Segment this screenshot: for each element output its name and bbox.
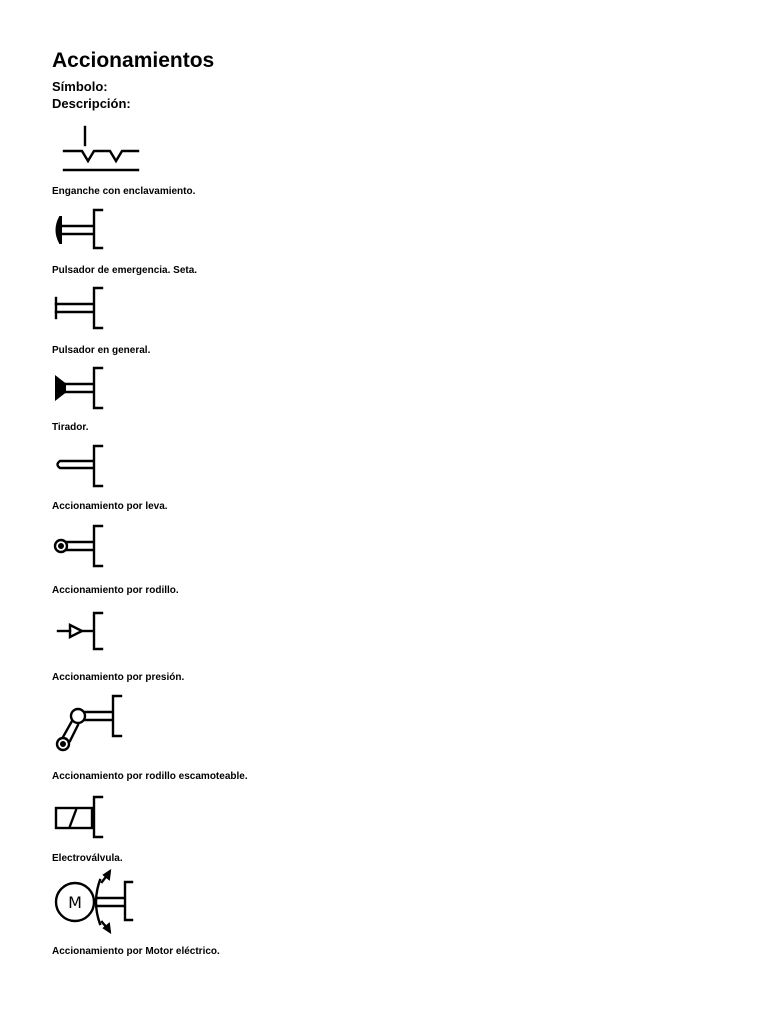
caption-roller-actuation: Accionamiento por rodillo. bbox=[52, 585, 179, 596]
caption-retractable-roller: Accionamiento por rodillo escamoteable. bbox=[52, 771, 248, 782]
emergency-mushroom-button-icon bbox=[52, 205, 152, 253]
pressure-actuation-icon bbox=[52, 607, 152, 655]
caption-cam-actuation: Accionamiento por leva. bbox=[52, 501, 168, 512]
caption-emergency-button: Pulsador de emergencia. Seta. bbox=[52, 265, 198, 276]
electric-motor-icon bbox=[52, 870, 162, 934]
caption-latch-interlock: Enganche con enclavamiento. bbox=[52, 186, 196, 197]
caption-pressure-actuation: Accionamiento por presión. bbox=[52, 672, 185, 683]
caption-push-button: Pulsador en general. bbox=[52, 345, 151, 356]
roller-actuation-icon bbox=[52, 522, 152, 570]
push-button-icon bbox=[52, 284, 152, 332]
symbol-label: Símbolo: bbox=[52, 79, 108, 94]
latch-interlock-icon bbox=[52, 122, 152, 178]
page-title: Accionamientos bbox=[52, 49, 215, 72]
pull-knob-icon bbox=[52, 364, 152, 412]
description-label: Descripción: bbox=[52, 96, 131, 111]
caption-pull-knob: Tirador. bbox=[52, 422, 89, 433]
cam-actuation-icon bbox=[52, 442, 152, 490]
caption-solenoid-valve: Electroválvula. bbox=[52, 853, 123, 864]
motor-letter: M bbox=[68, 893, 82, 912]
caption-electric-motor: Accionamiento por Motor eléctrico. bbox=[52, 946, 220, 957]
retractable-roller-icon bbox=[52, 692, 162, 756]
solenoid-valve-icon bbox=[52, 793, 152, 841]
